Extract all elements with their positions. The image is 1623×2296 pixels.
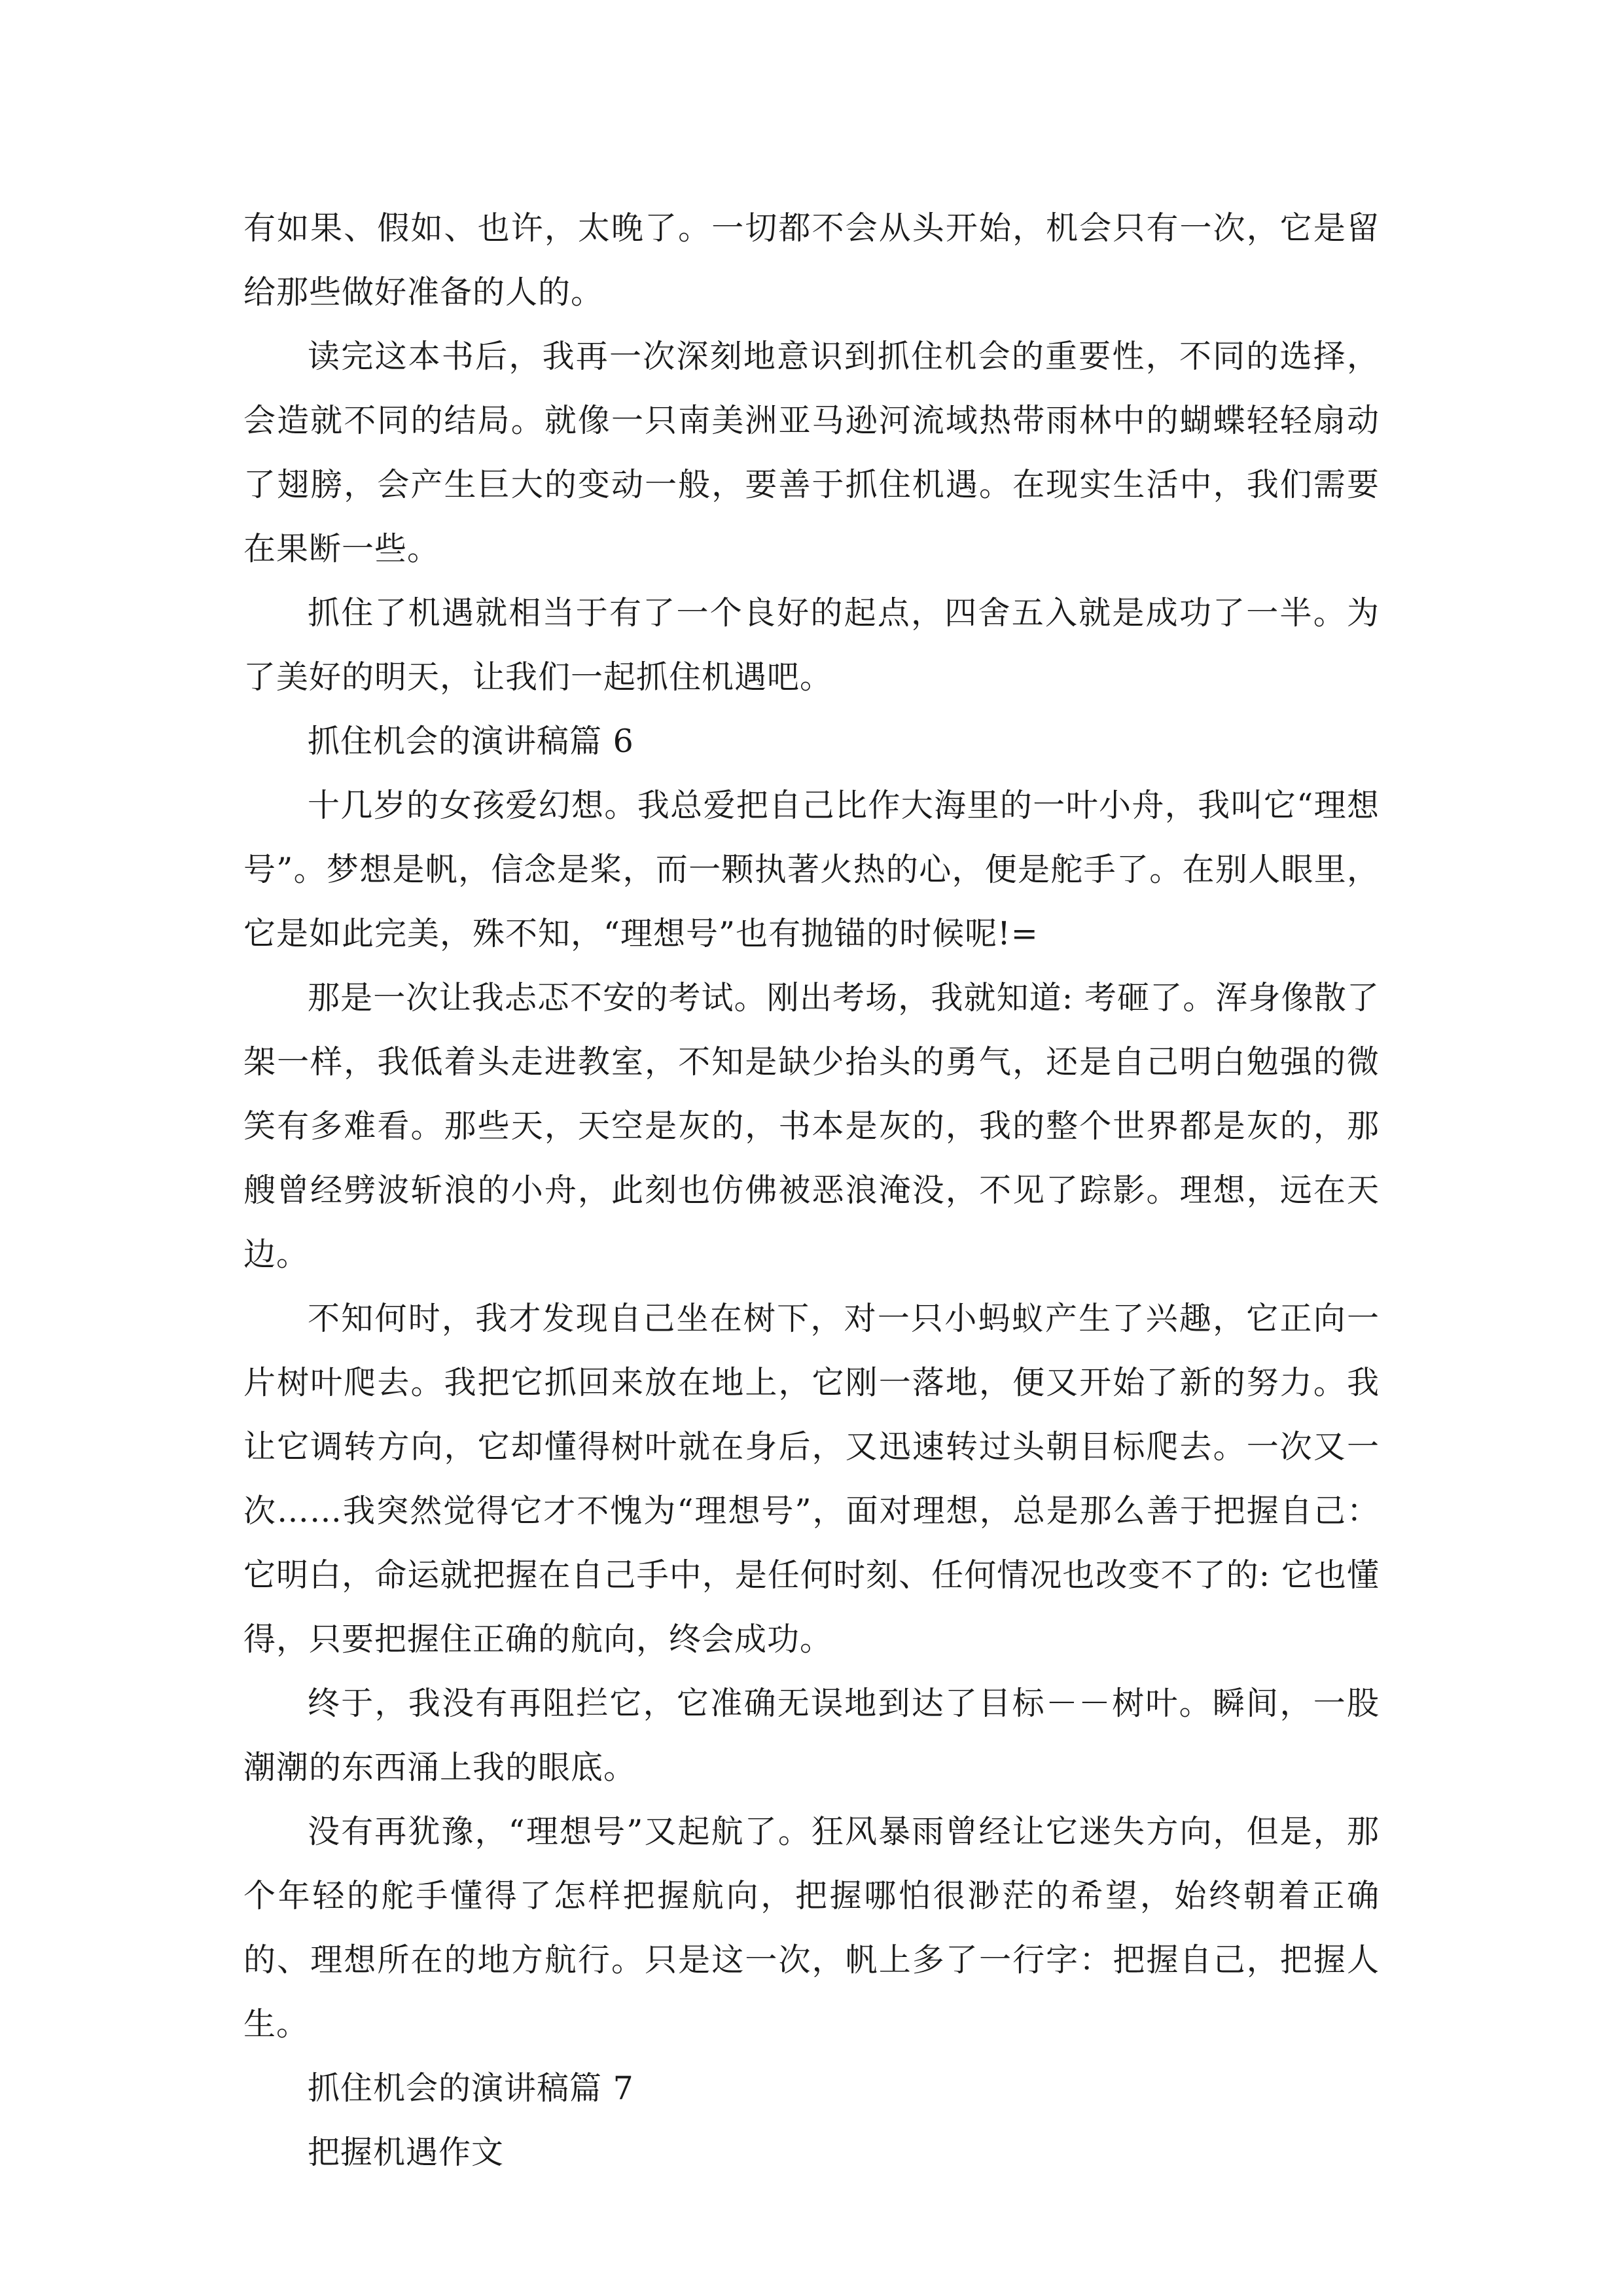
paragraph: 不知何时，我才发现自己坐在树下，对一只小蚂蚁产生了兴趣，它正向一片树叶爬去。我把它抓回来放在地上，它刚一落地，便又开始了新的努力。我让它调转方向，它却懂得树叶就在身后，又迅速转过头朝目标爬去。一次又一次……我突然觉得它才不愧为“理想号”，面对理想，总是那么善于把握自己：它明白，命运就把握在自己手中，是任何时刻、任何情况也改变不了的: 它也懂得，只要把握住正确的航向，终会成功。 xyxy=(243,1300,1380,1658)
paragraph: 读完这本书后，我再一次深刻地意识到抓住机会的重要性，不同的选择，会造就不同的结局。就像一只南美洲亚马逊河流域热带雨林中的蝴蝶轻轻扇动了翅膀，会产生巨大的变动一般，要善于抓住机遇。在现实生活中，我们需要在果断一些。 xyxy=(243,338,1380,567)
paragraph: 抓住了机遇就相当于有了一个良好的起点，四舍五入就是成功了一半。为了美好的明天，让我们一起抓住机遇吧。 xyxy=(243,594,1380,696)
paragraph: 终于，我没有再阻拦它，它准确无误地到达了目标－－树叶。瞬间，一股潮潮的东西涌上我的眼底。 xyxy=(243,1685,1380,1786)
section-heading: 抓住机会的演讲稿篇 6 xyxy=(308,723,634,760)
paragraph: 有如果、假如、也许，太晚了。一切都不会从头开始，机会只有一次，它是留给那些做好准备的人的。 xyxy=(243,209,1380,311)
section-heading: 抓住机会的演讲稿篇 7 xyxy=(308,2070,634,2107)
essay-title: 把握机遇作文 xyxy=(308,2134,505,2171)
paragraph: 没有再犹豫，“理想号”又起航了。狂风暴雨曾经让它迷失方向，但是，那个年轻的舵手懂得了怎样把握航向，把握哪怕很渺茫的希望，始终朝着正确的、理想所在的地方航行。只是这一次，帆上多了一行字：把握自己，把握人生。 xyxy=(243,1813,1380,2043)
document-page xyxy=(243,196,1380,2185)
paragraph: 那是一次让我忐忑不安的考试。刚出考场，我就知道: 考砸了。浑身像散了架一样，我低着头走进教室，不知是缺少抬头的勇气，还是自己明白勉强的微笑有多难看。那些天，天空是灰的，书本是灰的，我的整个世界都是灰的，那艘曾经劈波斩浪的小舟，此刻也仿佛被恶浪淹没，不见了踪影。理想，远在天边。 xyxy=(243,979,1380,1273)
paragraph: 十几岁的女孩爱幻想。我总爱把自己比作大海里的一叶小舟，我叫它“理想号”。梦想是帆，信念是桨，而一颗执著火热的心，便是舵手了。在别人眼里，它是如此完美，殊不知，“理想号”也有抛锚的时候呢!= xyxy=(243,787,1380,952)
